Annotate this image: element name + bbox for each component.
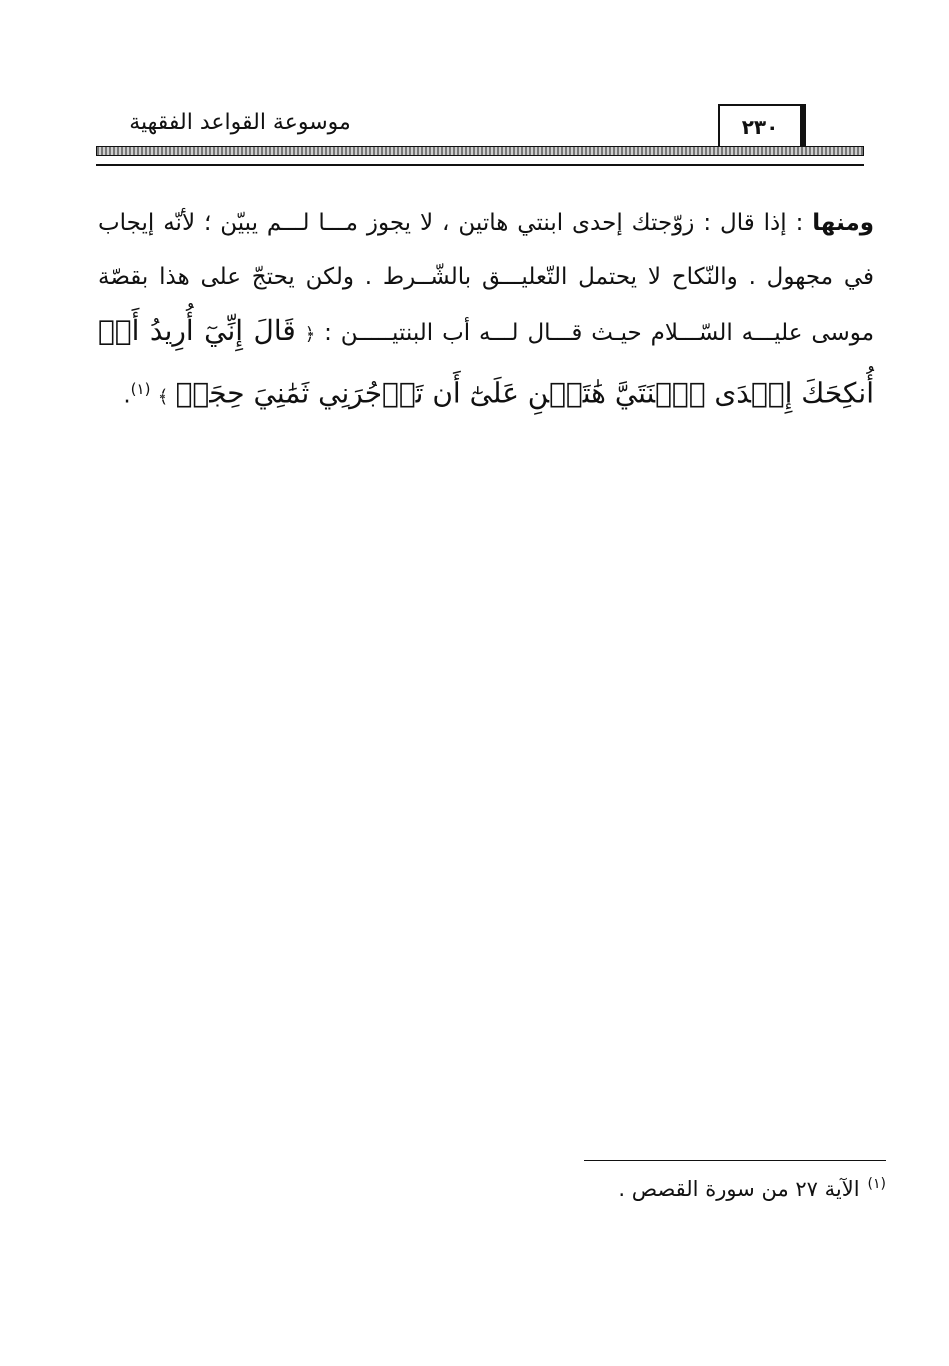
- book-title: موسوعة القواعد الفقهية: [129, 110, 351, 135]
- paragraph-text: : إذا قال : زوّجتك إحدى ابنتي هاتين ، لا يجوز مـــا لـــم يبيّن ؛ لأنّه إيجاب في مجهول . والنّكاح لا يحتمل التّعليـــق بالشّــرط . ولكن يحتجّ على هذا بقصّة موسى عليـــه السّـــلام حيـث قـــال لـــه أب البنتيـــــن :: [98, 210, 875, 346]
- paragraph-lead: ومنها: [812, 210, 874, 236]
- main-text: [98, 196, 874, 425]
- quran-verse: قَالَ إِنِّيٓ أُرِيدُ أَنۡ أُنكِحَكَ إِحۡدَى ٱبۡنَتَيَّ هَٰتَيۡنِ عَلَىٰٓ أَن تَأۡجُرَنِي ثَمَٰنِيَ حِجَجٖ: [98, 314, 874, 410]
- header-rule-line: [96, 164, 864, 166]
- footnote-separator: [584, 1160, 886, 1161]
- paragraph-end: .: [123, 382, 131, 409]
- footnote-reference[interactable]: (١): [130, 380, 151, 398]
- verse-close-bracket: ﴾: [157, 386, 169, 408]
- page-number-box: [718, 104, 806, 150]
- page-number: ٢٣٠: [741, 115, 779, 139]
- header-rule-bar: [96, 146, 864, 156]
- footnote-marker: (١): [867, 1176, 886, 1192]
- paragraph: [98, 196, 874, 425]
- footnote-text: الآية ٢٧ من سورة القصص .: [618, 1177, 860, 1201]
- footnote: [400, 1176, 886, 1201]
- verse-open-bracket: ﴿: [304, 324, 316, 345]
